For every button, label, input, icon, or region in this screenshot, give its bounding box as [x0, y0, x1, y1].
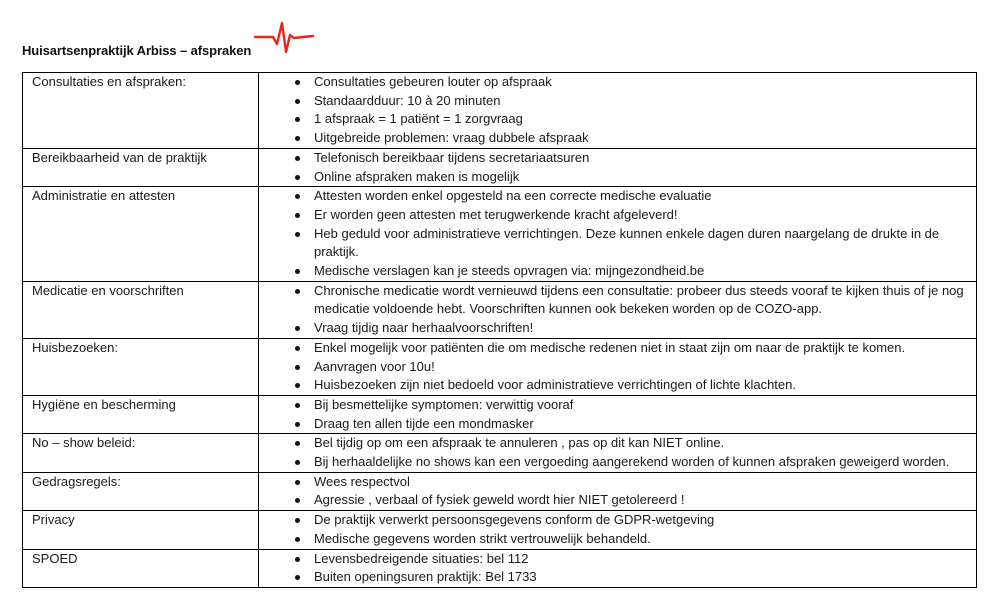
- list-item: Aanvragen voor 10u!: [259, 358, 976, 377]
- table-row: [23, 281, 977, 338]
- list-item: Standaardduur: 10 à 20 minuten: [259, 92, 976, 111]
- bullet-list: [259, 339, 976, 395]
- list-item: Telefonisch bereikbaar tijdens secretariaatsuren: [259, 149, 976, 168]
- bullet-list: [259, 434, 976, 471]
- table-row: [23, 434, 977, 472]
- category-label: No – show beleid:: [32, 435, 136, 451]
- category-cell: [23, 187, 259, 282]
- list-item: Draag ten allen tijde een mondmasker: [259, 415, 976, 434]
- list-item: 1 afspraak = 1 patiënt = 1 zorgvraag: [259, 110, 976, 129]
- list-item: Bij herhaaldelijke no shows kan een vergoeding aangerekend worden of kunnen afspraken geweigerd worden.: [259, 453, 976, 472]
- category-cell: [23, 395, 259, 433]
- list-item: Buiten openingsuren praktijk: Bel 1733: [259, 568, 976, 587]
- table-row: [23, 549, 977, 587]
- table-row: [23, 511, 977, 549]
- category-label: SPOED: [32, 550, 78, 566]
- list-item: Medische verslagen kan je steeds opvragen via: mijngezondheid.be: [259, 262, 976, 281]
- category-cell: [23, 549, 259, 587]
- list-item: Wees respectvol: [259, 473, 976, 492]
- bullet-list: [259, 396, 976, 433]
- items-cell: [259, 472, 977, 510]
- items-cell: [259, 434, 977, 472]
- list-item: De praktijk verwerkt persoonsgegevens conform de GDPR-wetgeving: [259, 511, 976, 530]
- items-cell: [259, 187, 977, 282]
- list-item: Uitgebreide problemen: vraag dubbele afspraak: [259, 129, 976, 148]
- info-table: [22, 72, 977, 588]
- items-cell: [259, 281, 977, 338]
- document-title: Huisartsenpraktijk Arbiss – afspraken: [22, 43, 252, 58]
- bullet-list: [259, 149, 976, 186]
- category-label: Privacy: [32, 512, 75, 528]
- heartbeat-icon: [253, 20, 315, 56]
- list-item: Bij besmettelijke symptomen: verwittig vooraf: [259, 396, 976, 415]
- list-item: Huisbezoeken zijn niet bedoeld voor administratieve verrichtingen of lichte klachten.: [259, 376, 976, 395]
- list-item: Consultaties gebeuren louter op afspraak: [259, 73, 976, 92]
- list-item: Bel tijdig op om een afspraak te annuleren , pas op dit kan NIET online.: [259, 434, 976, 453]
- category-label: Administratie en attesten: [32, 188, 176, 204]
- category-label: Hygiëne en bescherming: [32, 396, 176, 412]
- table-row: [23, 395, 977, 433]
- list-item: Er worden geen attesten met terugwerkende kracht afgeleverd!: [259, 206, 976, 225]
- category-label: Gedragsregels:: [32, 473, 121, 489]
- bullet-list: [259, 282, 976, 338]
- category-cell: [23, 511, 259, 549]
- list-item: Vraag tijdig naar herhaalvoorschriften!: [259, 319, 976, 338]
- list-item: Medische gegevens worden strikt vertrouwelijk behandeld.: [259, 530, 976, 549]
- category-cell: [23, 472, 259, 510]
- table-row: [23, 187, 977, 282]
- category-cell: [23, 281, 259, 338]
- list-item: Levensbedreigende situaties: bel 112: [259, 550, 976, 569]
- bullet-list: [259, 550, 976, 587]
- items-cell: [259, 511, 977, 549]
- bullet-list: [259, 187, 976, 281]
- bullet-list: [259, 473, 976, 510]
- table-row: [23, 338, 977, 395]
- list-item: Enkel mogelijk voor patiënten die om medische redenen niet in staat zijn om naar de praktijk te komen.: [259, 339, 976, 358]
- bullet-list: [259, 73, 976, 148]
- items-cell: [259, 549, 977, 587]
- category-label: Consultaties en afspraken:: [32, 74, 186, 89]
- table-row: [23, 148, 977, 186]
- list-item: Online afspraken maken is mogelijk: [259, 168, 976, 187]
- bullet-list: [259, 511, 976, 548]
- category-cell: [23, 148, 259, 186]
- category-cell: [23, 434, 259, 472]
- items-cell: [259, 148, 977, 186]
- category-cell: [23, 73, 259, 149]
- items-cell: [259, 395, 977, 433]
- category-cell: [23, 338, 259, 395]
- category-label: Huisbezoeken:: [32, 339, 118, 355]
- list-item: Heb geduld voor administratieve verrichtingen. Deze kunnen enkele dagen duren naargelang de drukte in de praktijk.: [259, 225, 976, 262]
- list-item: Agressie , verbaal of fysiek geweld wordt hier NIET getolereerd !: [259, 491, 976, 510]
- list-item: Chronische medicatie wordt vernieuwd tijdens een consultatie: probeer dus steeds vooraf te kijken thuis of je nog medicatie voldoende hebt. Voorschriften kunnen ook bekeken worden op de COZO-app.: [259, 282, 976, 319]
- category-label: Bereikbaarheid van de praktijk: [32, 149, 207, 165]
- table-row: [23, 73, 977, 149]
- category-label: Medicatie en voorschriften: [32, 282, 184, 298]
- items-cell: [259, 338, 977, 395]
- items-cell: [259, 73, 977, 149]
- table-row: [23, 472, 977, 510]
- list-item: Attesten worden enkel opgesteld na een correcte medische evaluatie: [259, 187, 976, 206]
